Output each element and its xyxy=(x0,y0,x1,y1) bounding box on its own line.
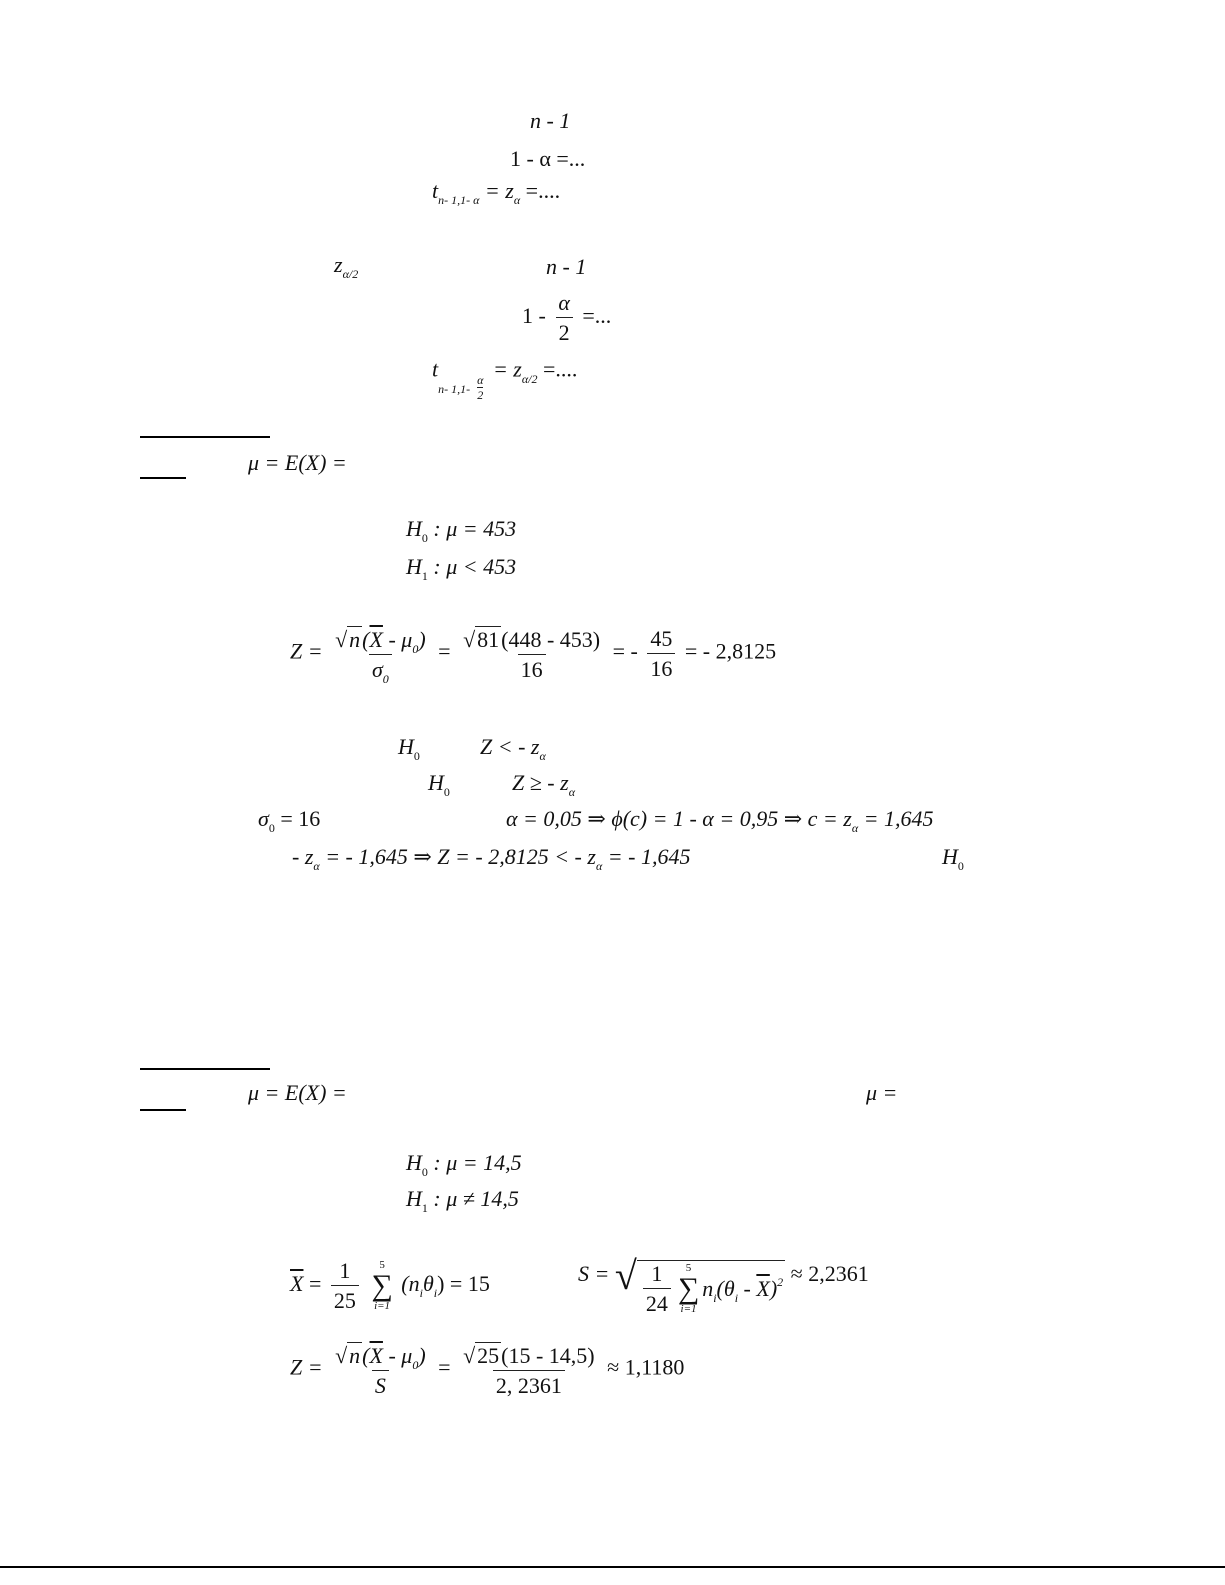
hypothesis-body: : μ ≠ 14,5 xyxy=(427,1186,519,1211)
z-subscript: α xyxy=(595,859,603,873)
frac-den: 16 xyxy=(647,653,675,680)
reject-condition xyxy=(480,734,546,763)
null-hypothesis-1 xyxy=(406,516,517,545)
section-rule-2 xyxy=(140,1068,270,1070)
neg-z: - z xyxy=(292,844,314,869)
sfrac-num: α xyxy=(477,373,484,387)
confidence-level-2 xyxy=(522,292,611,344)
hypothesis-body: : μ < 453 xyxy=(427,554,517,579)
frac-num: α xyxy=(558,290,570,315)
alt-hypothesis-1 xyxy=(406,554,517,583)
accept-condition xyxy=(512,770,576,799)
equals-minus: = - xyxy=(612,638,638,664)
sum-upper: 5 xyxy=(685,1262,692,1275)
z-fraction-3 xyxy=(647,625,675,681)
sigma-sub: 0 xyxy=(382,672,389,686)
h-subscript: 1 xyxy=(421,569,428,583)
sqrt-body xyxy=(637,1260,785,1315)
minus-mu: - μ xyxy=(382,1343,413,1368)
sigma: σ xyxy=(258,806,269,831)
short-rule-1 xyxy=(140,477,186,479)
x-bar: $\overline{X}$ xyxy=(290,1271,304,1297)
critical-value-line xyxy=(506,806,934,835)
degrees-of-freedom-2: n - 1 xyxy=(546,254,587,279)
frac-num: $√n(\overline{X} - \mu_0)$ xyxy=(335,627,426,656)
z-subscript: α xyxy=(851,821,859,835)
ellipsis: =... xyxy=(582,303,612,329)
mu-sub: 0 xyxy=(412,1358,419,1372)
h-symbol: H xyxy=(406,516,422,541)
sigma-eq: = 16 xyxy=(274,806,321,831)
ellipsis: =.... xyxy=(537,356,578,382)
frac-den xyxy=(369,654,392,686)
alt-hypothesis-2 xyxy=(406,1186,519,1215)
z-subscript: α/2 xyxy=(521,371,538,386)
x-bar: $\overline{X}$ xyxy=(369,627,383,652)
z-part: = z xyxy=(487,356,522,382)
t-quantile-1 xyxy=(432,178,561,207)
z-fraction-1 xyxy=(332,1342,429,1397)
degrees-of-freedom-1: n - 1 xyxy=(530,108,571,133)
frac-den: 2 xyxy=(556,317,573,344)
z-symbol: z xyxy=(334,252,343,277)
mean-result: ) = 15 xyxy=(437,1271,490,1297)
summation xyxy=(678,1263,699,1315)
z-subscript: α xyxy=(568,785,576,799)
t-subscript: n- 1,1- α xyxy=(438,193,480,207)
frac-den: 24 xyxy=(643,1288,671,1315)
sqrt-81: 81 xyxy=(477,627,500,652)
h-symbol: H xyxy=(406,1150,422,1175)
x-bar: $\overline{X}$ xyxy=(369,1343,383,1368)
sum-sigma: ∑ xyxy=(371,1269,393,1302)
accept-rule xyxy=(428,770,450,799)
z-statistic-2: Z = $\frac{√n(\overline{X} - \mu_0)}{S}$ = $\frac{√25(15 - 14,5)}{2, 2361}$ ≈ 1,1180 xyxy=(290,1343,685,1398)
sqrt-n: n xyxy=(349,1343,361,1368)
t-subscript: n- 1,1- xyxy=(438,381,474,396)
equals: = xyxy=(303,1271,322,1297)
one-minus: 1 - xyxy=(522,303,546,329)
z-fraction-2 xyxy=(460,626,603,681)
critical-value: = 1,645 xyxy=(858,806,934,831)
h-subscript: 1 xyxy=(421,1201,428,1215)
frac-num: √25(15 - 14,5) xyxy=(463,1343,595,1368)
sample-std xyxy=(578,1253,869,1317)
hypothesis-body: : μ = 453 xyxy=(427,516,517,541)
frac-num: 1 xyxy=(651,1261,663,1287)
conclusion-h0 xyxy=(942,844,964,873)
reject-rule xyxy=(398,734,420,763)
sigma: σ xyxy=(371,657,383,682)
conclusion-line xyxy=(292,844,691,873)
summand: ($n_i\theta_i$ xyxy=(401,1271,438,1301)
h-symbol: H xyxy=(398,734,414,759)
h-subscript: 0 xyxy=(421,1165,428,1179)
frac-num: 1 xyxy=(339,1258,351,1283)
z-fraction-1 xyxy=(332,626,429,686)
sum-lower: i=1 xyxy=(680,1303,697,1316)
condition: Z < - z xyxy=(480,734,540,759)
h-subscript: 0 xyxy=(957,859,964,873)
frac-num: 45 xyxy=(650,625,673,651)
std-result: ≈ 2,2361 xyxy=(790,1261,869,1287)
hypothesis-body: : μ = 14,5 xyxy=(427,1150,522,1175)
mean-definition-2-right: μ = xyxy=(866,1080,898,1105)
summation xyxy=(371,1260,392,1312)
h-symbol: H xyxy=(942,844,958,869)
sfrac-den: 2 xyxy=(477,388,484,402)
sqrt-n: n xyxy=(349,627,361,652)
one-over-24 xyxy=(643,1263,671,1315)
difference: (448 - 453) xyxy=(501,627,601,652)
mu-sub: 0 xyxy=(412,642,419,656)
t-quantile-2 xyxy=(432,356,578,402)
alpha-over-two xyxy=(555,292,573,344)
mean-definition-1: μ = E(X) = xyxy=(248,450,347,475)
section-rule-1 xyxy=(140,436,270,438)
z-fraction-2 xyxy=(460,1342,598,1397)
sigma-sub: 0 xyxy=(268,821,275,835)
frac-den: 25 xyxy=(331,1285,359,1312)
sum-sigma: ∑ xyxy=(677,1272,700,1306)
sqrt-25: 25 xyxy=(477,1343,500,1368)
difference: (15 - 14,5) xyxy=(501,1343,595,1368)
threshold: = - 1,645 xyxy=(602,844,691,869)
sum-upper: 5 xyxy=(379,1259,385,1271)
page-bottom-rule xyxy=(0,1566,1225,1568)
z-eq: Z = xyxy=(290,638,323,664)
frac-den: 16 xyxy=(518,654,546,681)
confidence-level-1: 1 - α =... xyxy=(510,146,586,171)
sigma-value xyxy=(258,806,321,835)
h-subscript: 0 xyxy=(421,531,428,545)
alpha-chain: α = 0,05 ⇒ ϕ(c) = 1 - α = 0,95 ⇒ c = z xyxy=(506,806,852,831)
z-result: = - 2,8125 xyxy=(684,638,777,664)
h-symbol: H xyxy=(428,770,444,795)
z-subscript: α/2 xyxy=(342,267,359,281)
sample-mean xyxy=(290,1260,490,1312)
minus-mu: - μ xyxy=(382,627,413,652)
h-subscript: 0 xyxy=(443,785,450,799)
mean-definition-2: μ = E(X) = xyxy=(248,1080,347,1105)
z-statistic-1: Z = $\frac{√n(\overline{X} - \mu_0)}{\sigma_0}$ = $\frac{√81(448 - 453)}{16}$ = - $\frac{45}{16}$ = - 2,8125 xyxy=(290,625,777,686)
s-eq: S = xyxy=(578,1261,610,1287)
z-alpha-half xyxy=(334,252,359,281)
z-result: ≈ 1,1180 xyxy=(607,1354,685,1380)
summand: $n_i(\theta_i - \overline{X})^2$ xyxy=(702,1275,784,1306)
t-symbol: t xyxy=(432,178,439,203)
h-symbol: H xyxy=(406,1186,422,1211)
condition: Z ≥ - z xyxy=(512,770,569,795)
h-symbol: H xyxy=(406,554,422,579)
h-subscript: 0 xyxy=(413,749,420,763)
z-part: = z xyxy=(479,178,514,203)
one-over-25 xyxy=(331,1260,359,1312)
z-eq: Z = xyxy=(290,1354,323,1380)
t-subscript-frac xyxy=(475,374,485,401)
sum-lower: i=1 xyxy=(374,1300,391,1312)
frac-den: 2, 2361 xyxy=(493,1370,565,1397)
frac-num: √81(448 - 453) xyxy=(463,627,601,652)
frac-num: $√n(\overline{X} - \mu_0)$ xyxy=(335,1343,426,1372)
comparison: = - 1,645 ⇒ Z = - 2,8125 < - z xyxy=(319,844,596,869)
short-rule-2 xyxy=(140,1109,186,1111)
null-hypothesis-2 xyxy=(406,1150,522,1179)
ellipsis: =.... xyxy=(520,178,561,203)
sqrt-sign: √ xyxy=(614,1253,637,1298)
z-subscript: α xyxy=(313,859,320,873)
frac-den: S xyxy=(372,1370,389,1397)
t-symbol: t xyxy=(432,356,439,382)
z-subscript: α xyxy=(513,193,521,207)
z-subscript: α xyxy=(539,749,546,763)
